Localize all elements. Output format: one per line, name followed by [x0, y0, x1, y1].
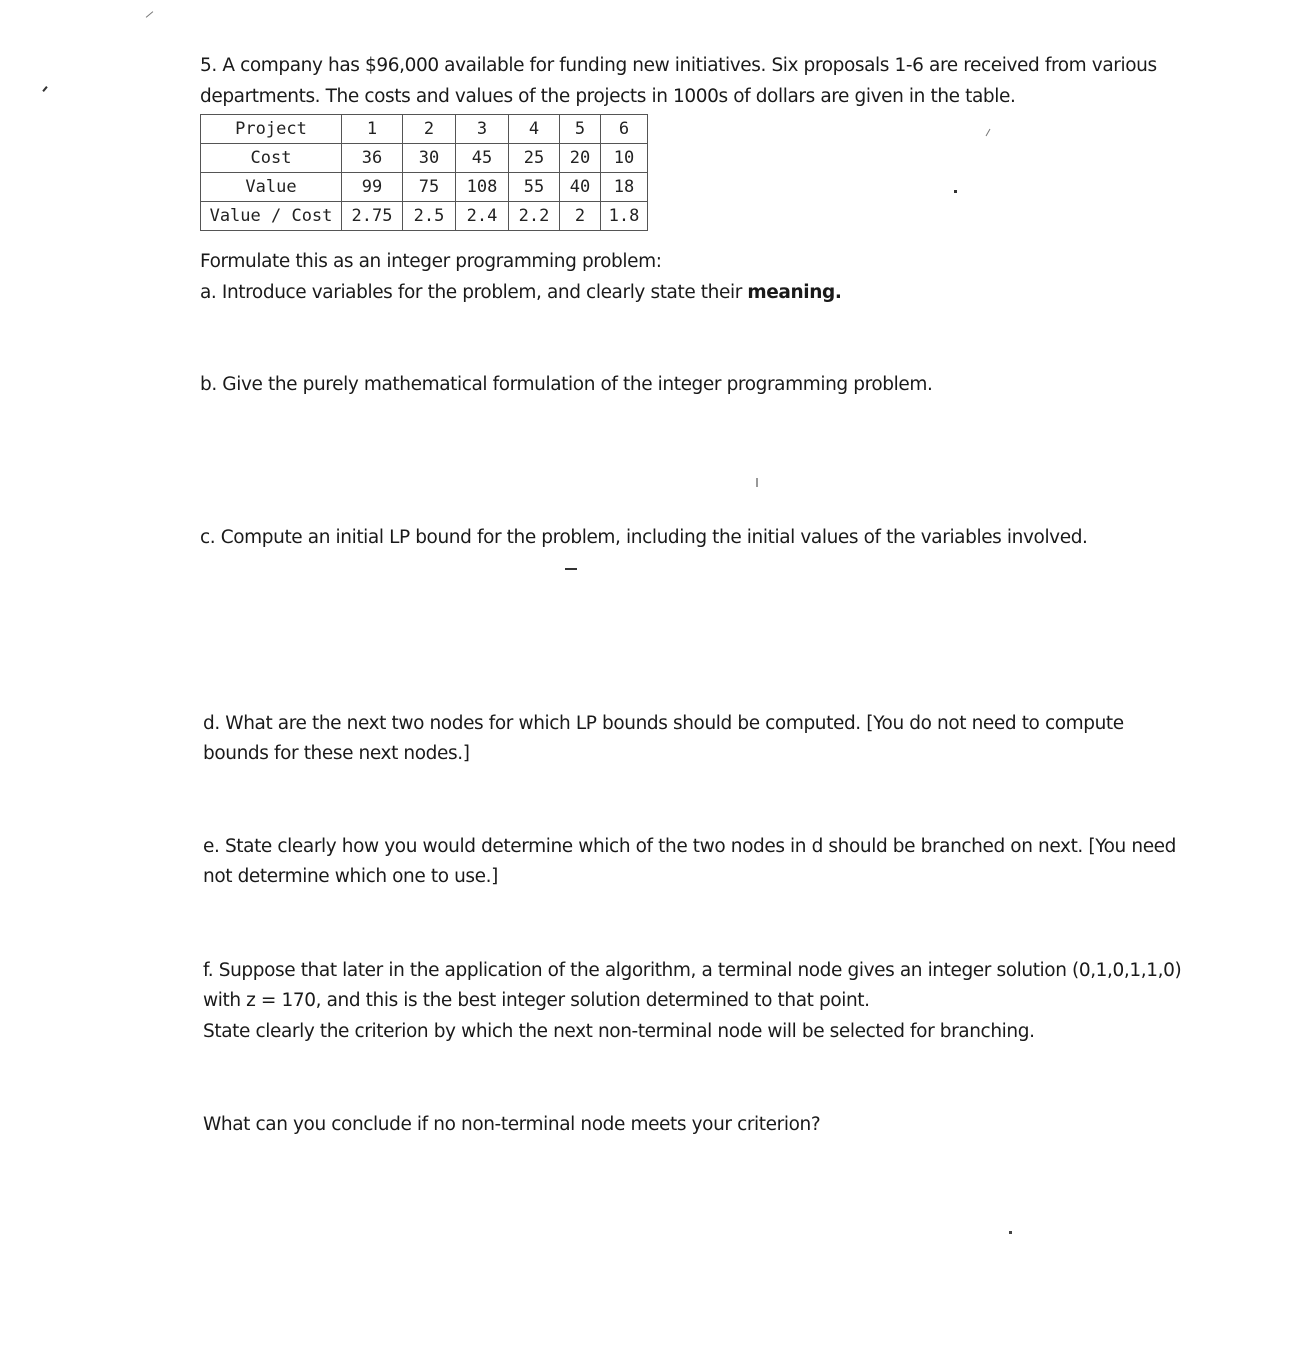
part-a-text: a. Introduce variables for the problem, and clearly state their — [200, 282, 748, 303]
stray-mark — [146, 11, 154, 18]
part-f-line-3: State clearly the criterion by which the next non-terminal node will be selected for branching. — [203, 1021, 1035, 1042]
final-question: What can you conclude if no non-terminal node meets your criterion? — [203, 1114, 821, 1135]
table-cell: 30 — [403, 144, 456, 173]
table-cell: 75 — [403, 173, 456, 202]
table-cell: 1 — [342, 115, 403, 144]
table-cell: 99 — [342, 173, 403, 202]
part-a — [200, 278, 841, 308]
table-cell: 5 — [560, 115, 601, 144]
row-label: Value / Cost — [201, 202, 342, 231]
table-cell: 2.75 — [342, 202, 403, 231]
part-f-line-2: with z = 170, and this is the best integer solution determined to that point. — [203, 990, 870, 1011]
row-label: Value — [201, 173, 342, 202]
table-cell: 2.4 — [456, 202, 509, 231]
part-f-line-1: f. Suppose that later in the application of the algorithm, a terminal node gives an integer solution (0,1,0,1,1,0) — [203, 960, 1182, 981]
part-e-line-1: e. State clearly how you would determine which of the two nodes in d should be branched on next. [You need — [203, 836, 1176, 857]
table-row-cost — [201, 144, 648, 173]
table-cell: 108 — [456, 173, 509, 202]
stray-mark — [1009, 1231, 1012, 1234]
part-c: c. Compute an initial LP bound for the problem, including the initial values of the variables involved. — [200, 527, 1088, 548]
row-label: Project — [201, 115, 342, 144]
table-row-project — [201, 115, 648, 144]
table-cell: 4 — [509, 115, 560, 144]
table-cell: 20 — [560, 144, 601, 173]
table-cell: 36 — [342, 144, 403, 173]
intro-line-2: departments. The costs and values of the projects in 1000s of dollars are given in the table. — [200, 86, 1016, 107]
part-e-line-2: not determine which one to use.] — [203, 866, 498, 887]
table-cell: 1.8 — [601, 202, 648, 231]
table-row-value-per-cost — [201, 202, 648, 231]
table-cell: 10 — [601, 144, 648, 173]
table-cell: 3 — [456, 115, 509, 144]
table-cell: 2 — [403, 115, 456, 144]
part-b: b. Give the purely mathematical formulation of the integer programming problem. — [200, 374, 933, 395]
table-cell: 45 — [456, 144, 509, 173]
row-label: Cost — [201, 144, 342, 173]
table-cell: 2 — [560, 202, 601, 231]
table-cell: 2.5 — [403, 202, 456, 231]
stray-mark — [756, 478, 758, 487]
stray-mark — [986, 129, 991, 136]
stray-mark — [954, 190, 957, 193]
intro-line-1: 5. A company has $96,000 available for funding new initiatives. Six proposals 1-6 are received from various — [200, 55, 1157, 76]
part-d-line-2: bounds for these next nodes.] — [203, 743, 470, 764]
projects-table — [200, 114, 648, 231]
table-cell: 6 — [601, 115, 648, 144]
stray-mark — [565, 568, 577, 570]
part-a-bold: meaning. — [747, 282, 842, 303]
table-cell: 2.2 — [509, 202, 560, 231]
part-d-line-1: d. What are the next two nodes for which LP bounds should be computed. [You do not need to compute — [203, 713, 1124, 734]
formulate-instruction: Formulate this as an integer programming problem: — [200, 251, 662, 272]
table-cell: 25 — [509, 144, 560, 173]
table-cell: 18 — [601, 173, 648, 202]
table-row-value — [201, 173, 648, 202]
table-cell: 40 — [560, 173, 601, 202]
stray-mark — [42, 86, 47, 92]
table-cell: 55 — [509, 173, 560, 202]
